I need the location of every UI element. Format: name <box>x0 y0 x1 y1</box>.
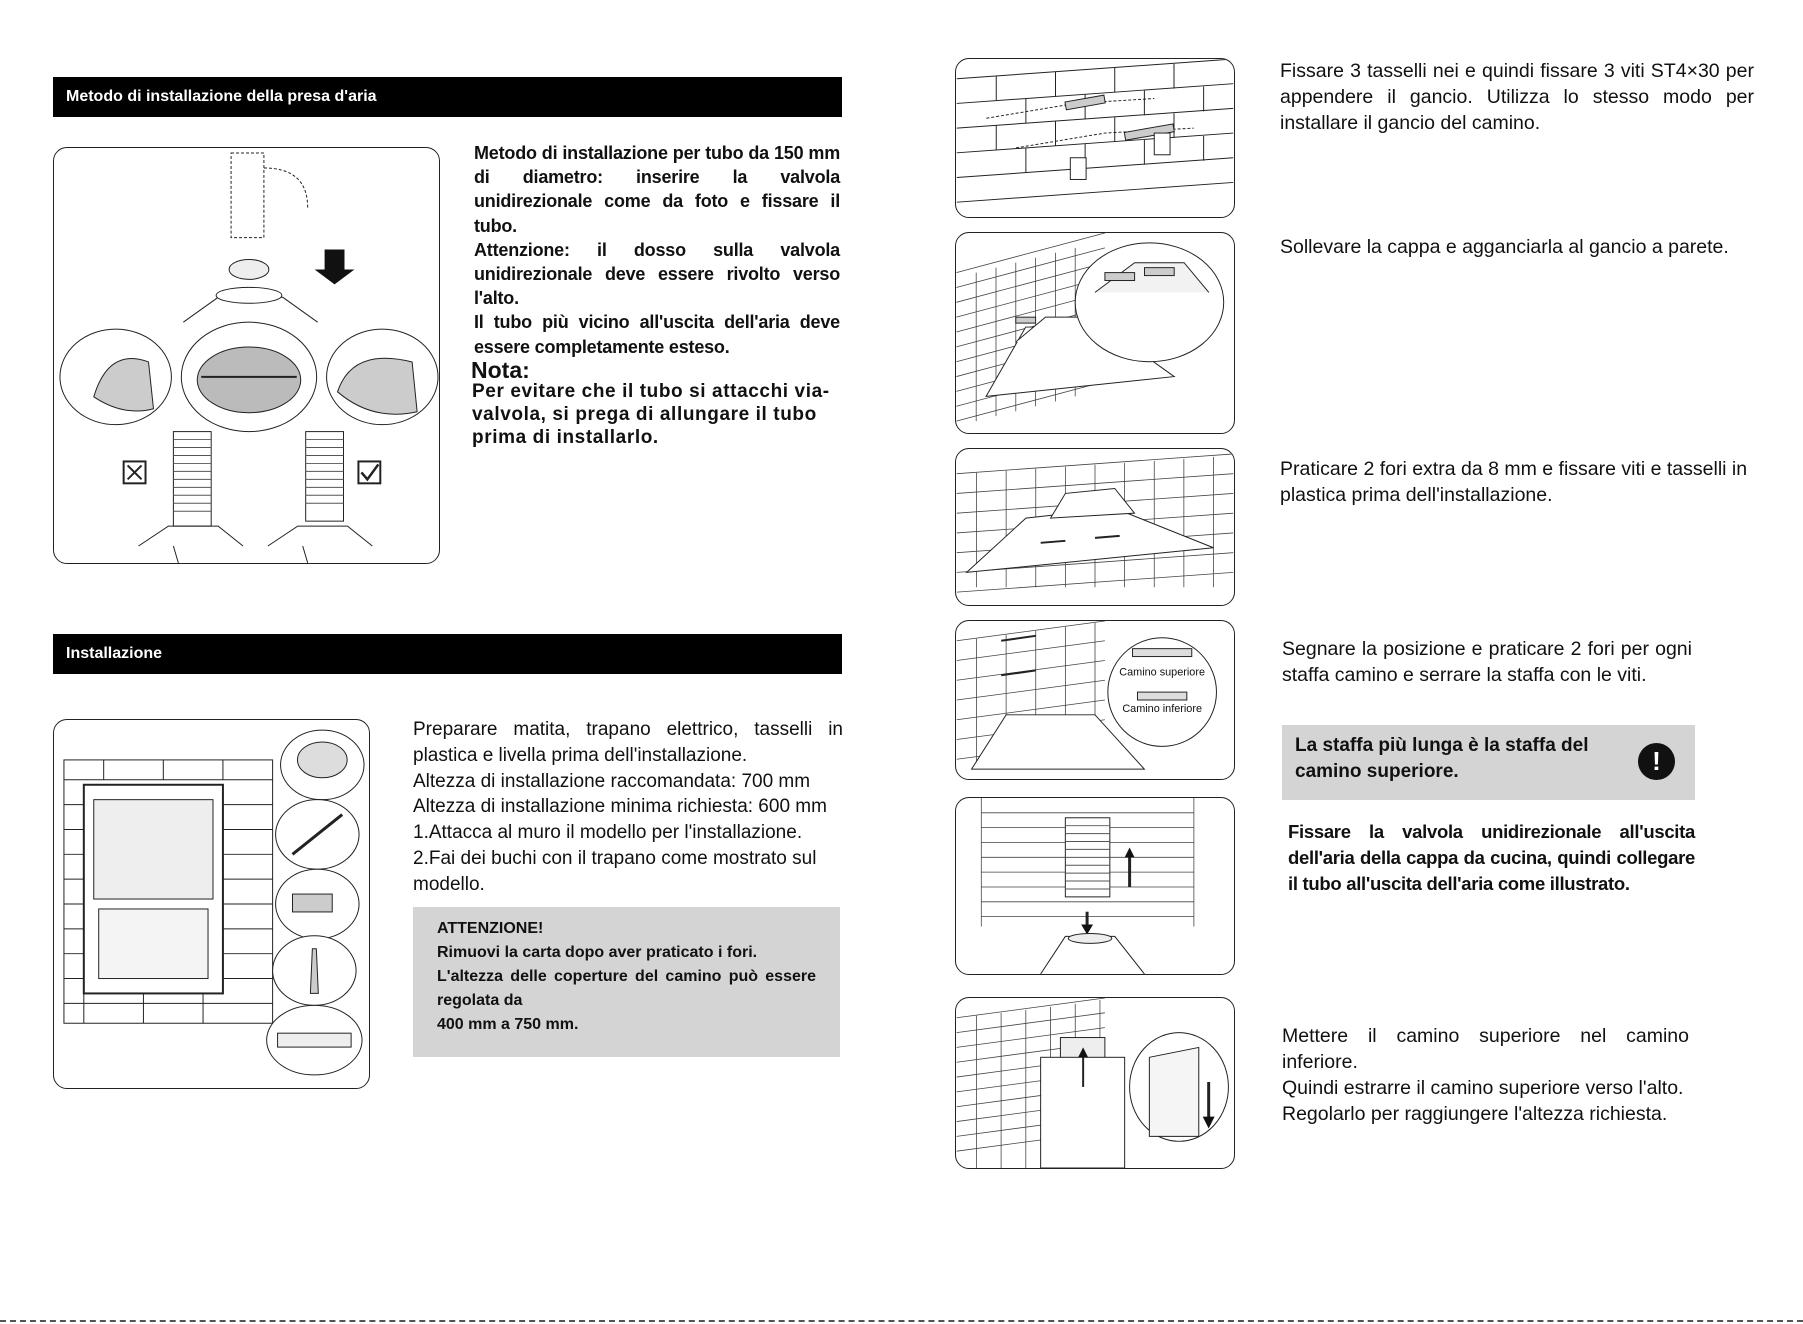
air-intake-illustration <box>53 147 440 564</box>
step5-text: Fissare la valvola unidirezionale all'uscita dell'aria della cappa da cucina, quindi collegare il tubo all'uscita dell'aria come illustrato. <box>1288 821 1695 894</box>
attention-line-1: Rimuovi la carta dopo aver praticato i fori. <box>437 944 758 961</box>
instruction-paragraph-1: Metodo di installazione per tubo da 150 mm di diametro: inserire la valvola unidirezionale come da foto e fissare il tubo. <box>474 143 840 236</box>
attention-line-3: 400 mm a 750 mm. <box>437 1016 579 1033</box>
section-title-installation: Installazione <box>53 634 842 674</box>
section-title-air-intake: Metodo di installazione della presa d'aria <box>53 77 842 117</box>
install-line-5: 2.Fai dei buchi con il trapano come mostrato sul modello. <box>413 847 817 895</box>
nota-title: Nota: <box>471 357 530 383</box>
step3-extra-holes-illustration <box>955 448 1235 606</box>
label-camino-inferiore: Camino inferiore <box>1122 702 1202 715</box>
step2-hang-hood-illustration <box>955 232 1235 434</box>
install-line-2: Altezza di installazione raccomandata: 700 mm <box>413 770 811 792</box>
step6-line-1: Mettere il camino superiore nel camino inferiore. <box>1282 1025 1689 1073</box>
installation-tools-illustration <box>53 719 370 1089</box>
step6-chimney-adjust-illustration <box>955 997 1235 1169</box>
step6-line-2: Quindi estrarre il camino superiore verso l'alto. <box>1282 1077 1684 1099</box>
step4-text: Segnare la posizione e praticare 2 fori per ogni staffa camino e serrare la staffa con le viti. <box>1282 638 1692 686</box>
step2-text: Sollevare la cappa e agganciarla al gancio a parete. <box>1280 236 1729 258</box>
install-line-1: Preparare matita, trapano elettrico, tasselli in plastica e livella prima dell'installazione. <box>413 719 843 766</box>
nota-text: Per evitare che il tubo si attacchi via-valvola, si prega di allungare il tubo prima di installarlo. <box>472 381 830 448</box>
warning-box <box>1282 725 1695 800</box>
install-line-4: 1.Attacca al muro il modello per l'installazione. <box>413 822 803 844</box>
step3-text: Praticare 2 fori extra da 8 mm e fissare viti e tasselli in plastica prima dell'installazione. <box>1280 458 1748 506</box>
page-bottom-divider <box>0 1320 1803 1322</box>
warning-text: La staffa più lunga è la staffa del camino superiore. <box>1295 735 1589 782</box>
step6-line-3: Regolarlo per raggiungere l'altezza richiesta. <box>1282 1103 1668 1125</box>
attention-box <box>413 907 840 1057</box>
step4-chimney-brackets-illustration <box>955 620 1235 780</box>
step5-valve-pipe-illustration <box>955 797 1235 975</box>
installation-instructions <box>413 717 843 898</box>
step1-text: Fissare 3 tasselli nei e quindi fissare 3 viti ST4×30 per appendere il gancio. Utilizza lo stesso modo per installare il gancio del camino. <box>1280 60 1754 134</box>
instruction-paragraph-3: Il tubo più vicino all'uscita dell'aria deve essere completamente esteso. <box>474 312 840 357</box>
attention-line-2: L'altezza delle coperture del camino può essere regolata da <box>437 968 816 1009</box>
label-camino-superiore: Camino superiore <box>1119 666 1206 679</box>
air-intake-instructions <box>474 141 840 359</box>
install-line-3: Altezza di installazione minima richiesta: 600 mm <box>413 796 827 818</box>
attention-title: ATTENZIONE! <box>437 920 544 937</box>
exclamation-icon: ! <box>1638 743 1675 780</box>
step1-hooks-illustration <box>955 58 1235 218</box>
instruction-paragraph-2: Attenzione: il dosso sulla valvola unidirezionale deve essere rivolto verso l'alto. <box>474 239 840 309</box>
step6-text <box>1282 1023 1689 1127</box>
